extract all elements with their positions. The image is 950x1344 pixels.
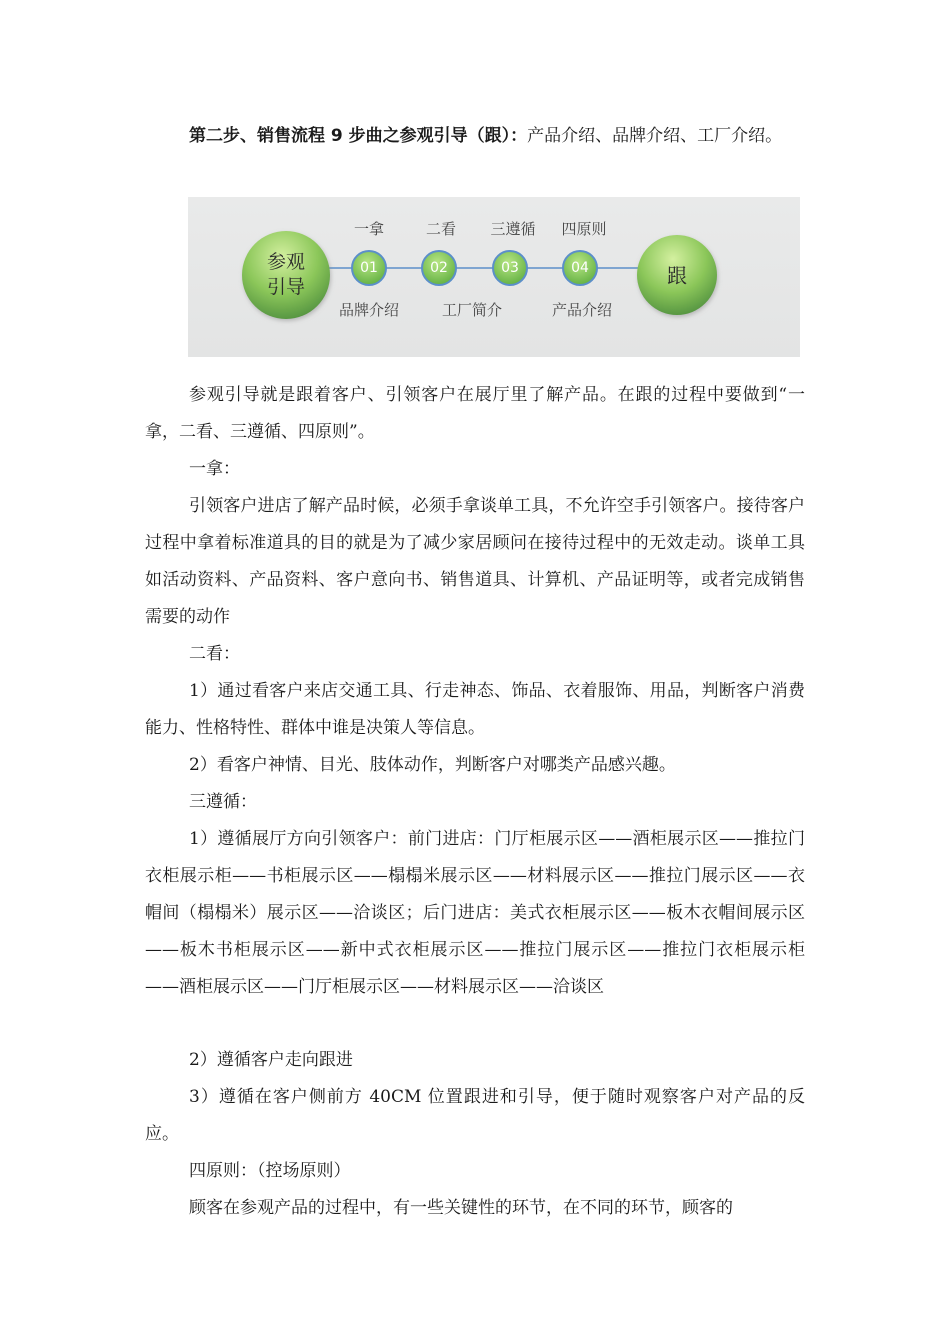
intro-paragraph: 参观引导就是跟着客户、引领客户在展厅里了解产品。在跟的过程中要做到“一拿，二看、三遵循、四原则”。	[145, 385, 805, 442]
right-circle-label: 跟	[667, 263, 687, 288]
bottom-label: 工厂简介	[441, 301, 503, 319]
top-label: 二看	[425, 220, 457, 238]
process-diagram	[188, 197, 800, 357]
step-number: 04	[571, 260, 589, 276]
step-number: 02	[430, 260, 448, 276]
bottom-label: 产品介绍	[551, 301, 613, 319]
top-label: 一拿	[353, 220, 385, 238]
yina-paragraph: 引领客户进店了解产品时候，必须手拿谈单工具，不允许空手引领客户。接待客户过程中拿着标准道具的目的就是为了减少家居顾问在接待过程中的无效走动。谈单工具如活动资料、产品资料、客户意向书、销售道具、计算机、产品证明等，或者完成销售需要的动作	[145, 496, 805, 627]
erkan-paragraph-1: 1）通过看客户来店交通工具、行走神态、饰品、衣着服饰、用品，判断客户消费能力、性格特性、群体中谁是决策人等信息。	[145, 681, 805, 738]
step-number: 03	[501, 260, 519, 276]
subheading-siyuanze: 四原则：（控场原则）	[189, 1161, 351, 1181]
section-heading	[145, 118, 805, 155]
siyuanze-paragraph: 顾客在参观产品的过程中，有一些关键性的环节，在不同的环节，顾客的	[189, 1198, 733, 1218]
zunxun-paragraph-2: 2）遵循客户走向跟进	[189, 1050, 353, 1070]
left-circle-label	[267, 250, 305, 300]
left-circle-line1: 参观	[266, 251, 306, 273]
step-number: 01	[360, 260, 378, 276]
heading-bold: 第二步、销售流程 9 步曲之参观引导（跟）：	[189, 126, 528, 146]
heading-normal: 产品介绍、品牌介绍、工厂介绍。	[527, 126, 783, 146]
erkan-paragraph-2: 2）看客户神情、目光、肢体动作，判断客户对哪类产品感兴趣。	[189, 755, 676, 775]
subheading-sanzunxun: 三遵循：	[189, 792, 257, 812]
bottom-label: 品牌介绍	[338, 301, 400, 319]
zunxun-paragraph-1: 1）遵循展厅方向引领客户：前门进店：门厅柜展示区——酒柜展示区——推拉门衣柜展示柜——书柜展示区——榻榻米展示区——材料展示区——推拉门展示区——衣帽间（榻榻米）展示区——洽谈区；后门进店：美式衣柜展示区——板木衣帽间展示区——板木书柜展示区——新中式衣柜展示区——推拉门展示区——推拉门衣柜展示柜——酒柜展示区——门厅柜展示区——材料展示区——洽谈区	[145, 829, 805, 997]
subheading-erkan: 二看：	[189, 644, 240, 664]
subheading-yina: 一拿：	[189, 459, 240, 479]
top-label: 三遵循	[490, 220, 536, 238]
zunxun-paragraph-3: 3）遵循在客户侧前方 40CM 位置跟进和引导，便于随时观察客户对产品的反应。	[145, 1087, 805, 1144]
top-label: 四原则	[561, 220, 607, 238]
left-circle-line2: 引导	[266, 276, 306, 298]
